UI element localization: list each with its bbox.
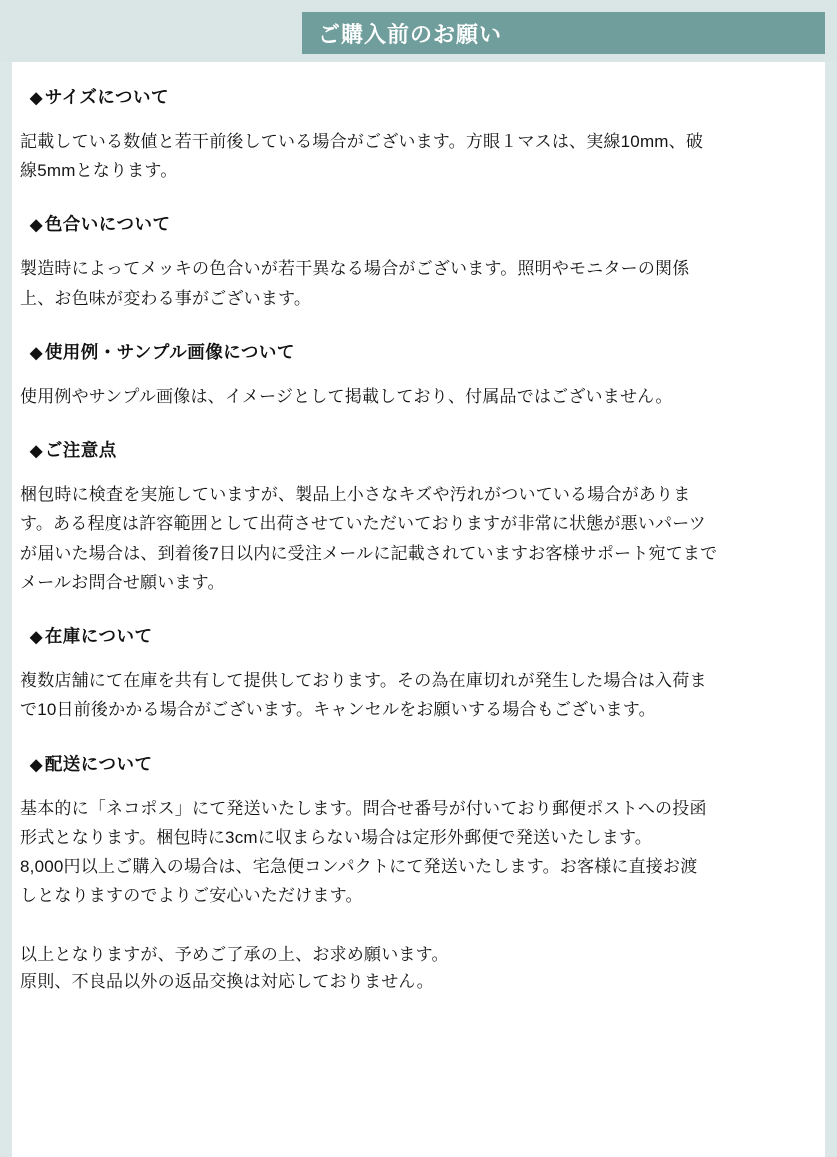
text-line: 以上となりますが、予めご了承の上、お求め願います。 bbox=[20, 944, 449, 964]
section-size bbox=[18, 84, 819, 185]
diamond-bullet-icon: ◆ bbox=[30, 344, 43, 362]
section-body-shipping bbox=[20, 794, 819, 911]
section-body-color bbox=[20, 254, 819, 312]
text-line: 製造時によってメッキの色合いが若干異なる場合がございます。照明やモニターの関係 bbox=[20, 259, 690, 279]
document-content bbox=[0, 62, 837, 996]
section-heading-shipping-label: 配送について bbox=[44, 753, 153, 774]
text-line: 記載している数値と若干前後している場合がございます。方眼１マスは、実線10mm、破 bbox=[20, 132, 704, 151]
text-line: で10日前後かかる場合がございます。キャンセルをお願いする場合もございます。 bbox=[20, 700, 656, 720]
diamond-bullet-icon: ◆ bbox=[30, 756, 43, 774]
section-heading-size bbox=[30, 84, 819, 109]
section-heading-stock-label: 在庫について bbox=[44, 626, 153, 647]
section-sample-image bbox=[18, 339, 819, 411]
text-line: 梱包時に検査を実施していますが、製品上小さなキズや汚れがついている場合がありま bbox=[20, 485, 691, 505]
text-line: 形式となります。梱包時に3cmに収まらない場合は定形外郵便で発送いたします。 bbox=[20, 827, 652, 847]
header-title-bar bbox=[302, 12, 825, 54]
section-heading-size-label: サイズについて bbox=[44, 87, 170, 107]
section-body-size bbox=[20, 127, 819, 185]
text-line: 原則、不良品以外の返品交換は対応しておりません。 bbox=[20, 972, 434, 992]
text-line: が届いた場合は、到着後7日以内に受注メールに記載されていますお客様サポート宛てまで bbox=[20, 543, 718, 563]
section-heading-caution bbox=[30, 437, 819, 462]
section-body-stock bbox=[20, 666, 819, 724]
text-line: す。ある程度は許容範囲として出荷させていただいておりますが非常に状態が悪いパーツ bbox=[20, 514, 706, 534]
text-line: 基本的に「ネコポス」にて発送いたします。問合せ番号が付いており郵便ポストへの投函 bbox=[20, 798, 707, 818]
section-heading-caution-label: ご注意点 bbox=[44, 440, 117, 461]
text-line: 8,000円以上ご購入の場合は、宅急便コンパクトにて発送いたします。お客様に直接お渡 bbox=[20, 857, 698, 877]
page-title: ご購入前のお願い bbox=[318, 21, 503, 47]
section-body-sample-image bbox=[20, 382, 819, 411]
diamond-bullet-icon: ◆ bbox=[30, 217, 43, 235]
text-line: メールお問合せ願います。 bbox=[20, 572, 225, 592]
text-line: 使用例やサンプル画像は、イメージとして掲載しており、付属品ではございません。 bbox=[20, 386, 673, 406]
section-heading-color-label: 色合いについて bbox=[44, 214, 171, 235]
text-line: 上、お色味が変わる事がございます。 bbox=[20, 288, 312, 308]
section-heading-sample-image-label: 使用例・サンプル画像について bbox=[44, 341, 295, 362]
header-band bbox=[0, 0, 837, 62]
diamond-bullet-icon: ◆ bbox=[30, 443, 43, 461]
text-line: 線5mmとなります。 bbox=[20, 161, 178, 181]
section-heading-shipping bbox=[30, 751, 819, 776]
closing-note bbox=[20, 941, 819, 996]
section-heading-color bbox=[30, 211, 819, 236]
section-heading-sample-image bbox=[30, 339, 819, 364]
diamond-bullet-icon: ◆ bbox=[30, 90, 43, 107]
section-heading-stock bbox=[30, 623, 819, 648]
section-shipping bbox=[18, 751, 819, 911]
section-caution bbox=[18, 437, 819, 597]
section-stock bbox=[18, 623, 819, 724]
text-line: 複数店舗にて在庫を共有して提供しております。その為在庫切れが発生した場合は入荷ま bbox=[20, 671, 707, 691]
section-color bbox=[18, 211, 819, 312]
diamond-bullet-icon: ◆ bbox=[30, 629, 43, 647]
section-body-caution bbox=[20, 480, 819, 597]
text-line: しとなりますのでよりご安心いただけます。 bbox=[20, 886, 363, 906]
